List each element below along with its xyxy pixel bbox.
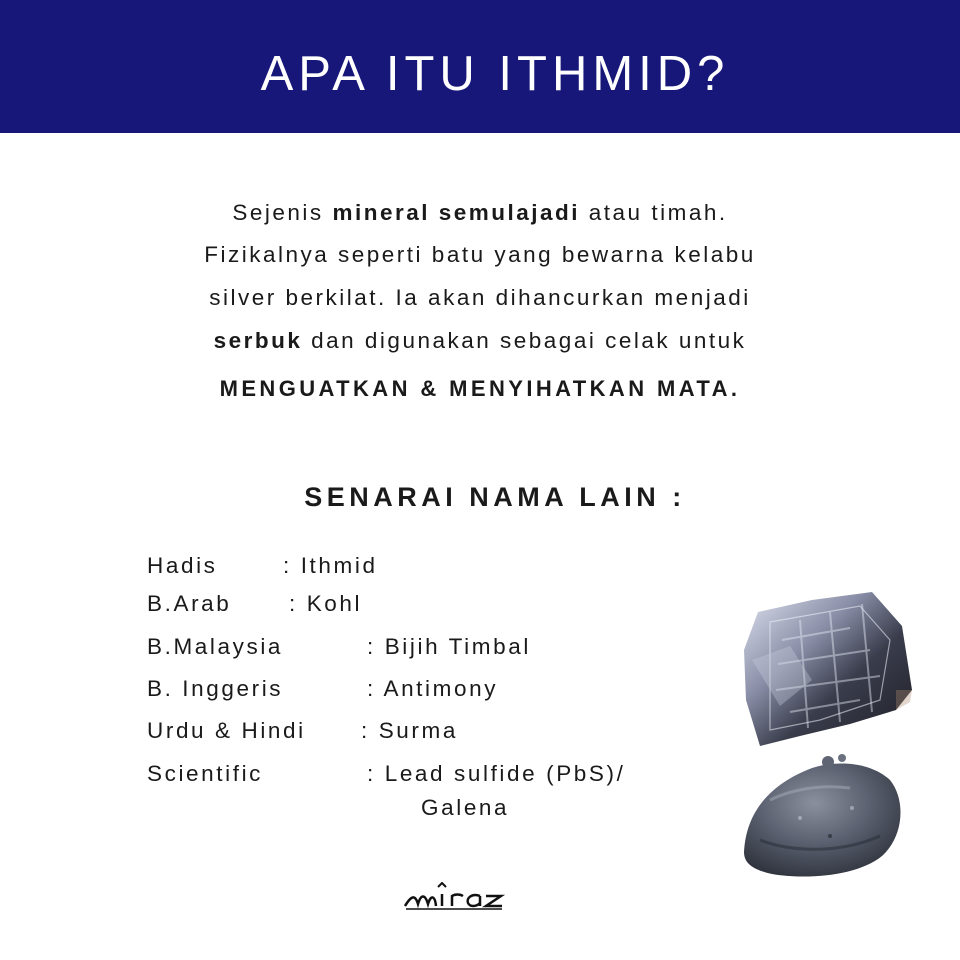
name-key: Scientific xyxy=(147,761,264,786)
description-text: dan digunakan sebagai celak untuk xyxy=(302,328,747,353)
name-value: : Ithmid xyxy=(283,553,378,578)
name-key: B.Arab xyxy=(147,591,232,616)
name-key: Urdu & Hindi xyxy=(147,718,306,743)
description-line-1 xyxy=(100,199,860,227)
name-value: : Bijih Timbal xyxy=(367,634,531,659)
description-bold-text: mineral semulajadi xyxy=(332,200,581,225)
description-bold-text: serbuk xyxy=(213,328,303,353)
list-title: SENARAI NAMA LAIN : xyxy=(304,482,686,512)
page-title: APA ITU ITHMID? xyxy=(260,47,730,101)
name-value: : Surma xyxy=(361,718,458,743)
galena-ore-icon xyxy=(744,592,912,746)
description-text: Sejenis xyxy=(232,200,333,225)
name-value: : Kohl xyxy=(289,591,363,616)
description-line-2: Fizikalnya seperti batu yang bewarna kelabu xyxy=(204,242,756,267)
name-key: B.Malaysia xyxy=(147,634,284,659)
name-key: Hadis xyxy=(147,553,218,578)
name-value: : Lead sulfide (PbS)/ xyxy=(367,761,626,786)
miraz-logo xyxy=(402,882,508,916)
description-line-4 xyxy=(100,327,860,355)
name-value: : Antimony xyxy=(367,676,499,701)
description-emphasis: MENGUATKAN & MENYIHATKAN MATA. xyxy=(219,376,741,401)
galena-powder-icon xyxy=(744,754,900,877)
name-value-continuation: Galena xyxy=(421,795,510,820)
description-line-3: silver berkilat. Ia akan dihancurkan menjadi xyxy=(209,285,751,310)
title-banner xyxy=(0,0,960,133)
description-text: atau timah. xyxy=(580,200,728,225)
name-key: B. Inggeris xyxy=(147,676,284,701)
